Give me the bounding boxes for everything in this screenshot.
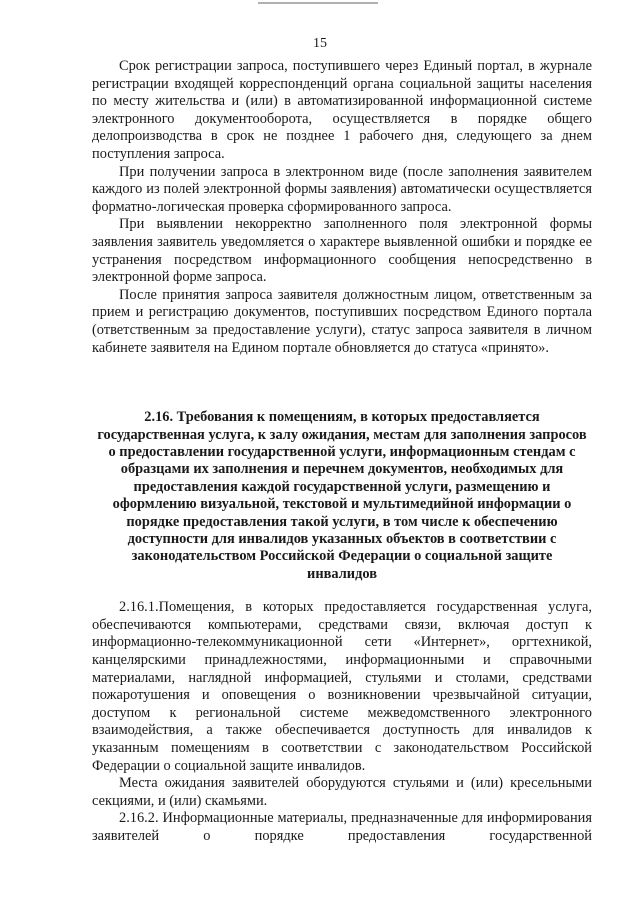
paragraph-registration-term: Срок регистрации запроса, поступившего через Единый портал, в журнале регистрации входящей корреспонденций органа социальной защиты населения по месту жительства и (или) в автоматизированной информационной системе электронного документооборота, осуществляется в порядке общего делопроизводства в срок не позднее 1 рабочего дня, следующего за днем поступления запроса. (92, 58, 592, 162)
page-number: 15 (313, 36, 327, 51)
document-body (92, 58, 592, 845)
paragraph-status-update: После принятия запроса заявителя должностным лицом, ответственным за прием и регистрацию документов, поступивших посредством Единого портала (ответственным за предоставление услуги), статус запроса заявителя в личном кабинете заявителя на Едином портале обновляется до статуса «принято». (92, 286, 592, 356)
paragraph-error-notice: При выявлении некорректно заполненного поля электронной формы заявления заявитель уведомляется о характере выявленной ошибки и порядке ее устранения посредством информационного сообщения непосредственно в электронной форме запроса. (92, 216, 592, 286)
paragraph-2-16-2: 2.16.2. Информационные материалы, предназначенные для информирования заявителей о порядке предоставления государственной (92, 810, 592, 844)
paragraph-waiting-places: Места ожидания заявителей оборудуются стульями и (или) кресельными секциями, и (или) скамьями. (92, 775, 592, 809)
scan-edge-mark (258, 2, 378, 4)
paragraph-2-16-1: 2.16.1.Помещения, в которых предоставляется государственная услуга, обеспечиваются компьютерами, средствами связи, включая доступ к информационно-телекоммуникационной сети «Интернет», оргтехникой, канцелярскими принадлежностями, информационными и справочными материалами, наглядной информацией, стульями и столами, средствами пожаротушения и оповещения о возникновении чрезвычайной ситуации, доступом к региональной системе межведомственного электронного взаимодействия, а также обеспечивается доступность для инвалидов к указанным помещениям в соответствии с законодательством Российской Федерации о социальной защите инвалидов. (92, 599, 592, 774)
paragraph-format-check: При получении запроса в электронном виде (после заполнения заявителем каждого из полей электронной формы заявления) автоматически осуществляется форматно-логическая проверка сформированного запроса. (92, 163, 592, 215)
section-heading-2-16: 2.16. Требования к помещениям, в которых предоставляется государственная услуга, к залу ожидания, местам для заполнения запросов о предоставлении государственной услуги, информационным стендам с образцами их заполнения и перечнем документов, необходимых для предоставления каждой государственной услуги, размещению и оформлению визуальной, текстовой и мультимедийной информации о порядке предоставления такой услуги, в том числе к обеспечению доступности для инвалидов указанных объектов в соответствии с законодательством Российской Федерации о социальной защите инвалидов (97, 409, 587, 582)
